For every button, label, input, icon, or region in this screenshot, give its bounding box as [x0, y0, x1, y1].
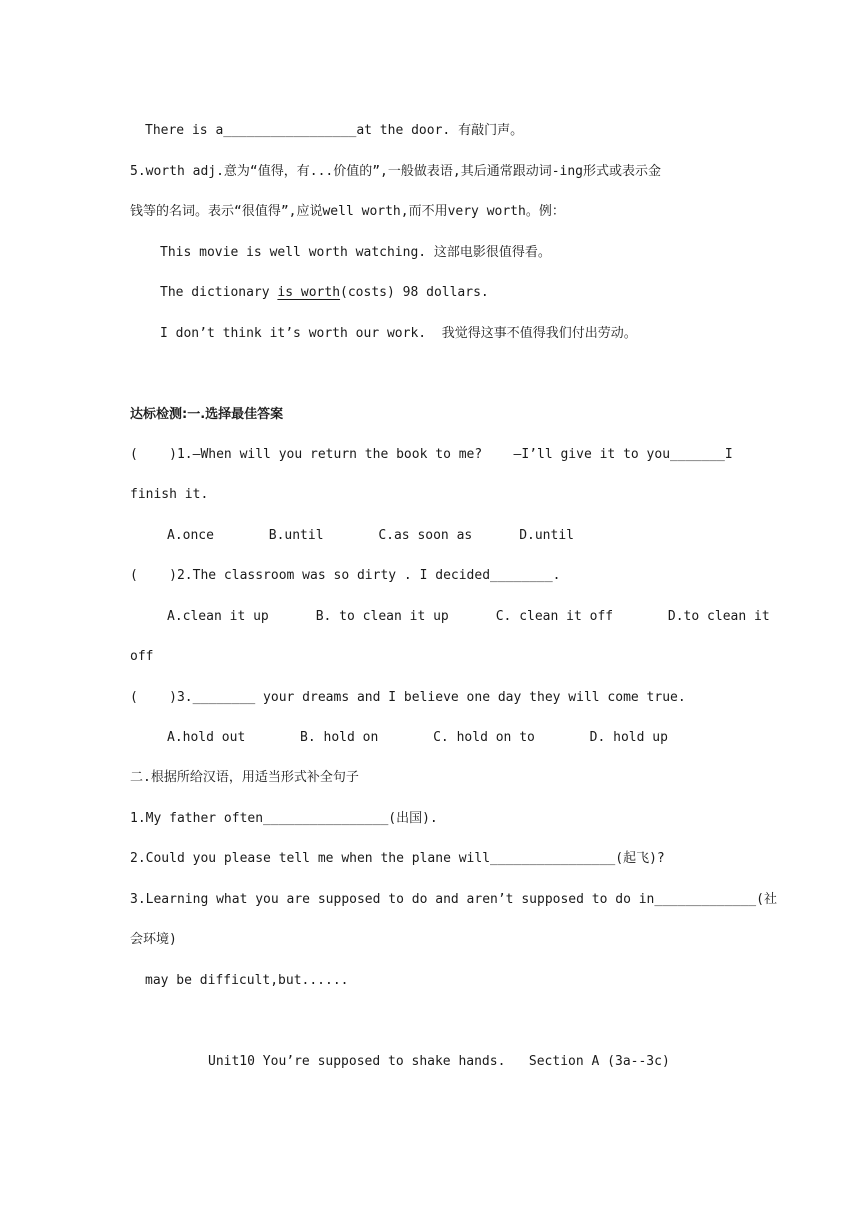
section-heading-test: 达标检测:一.选择最佳答案: [130, 407, 284, 422]
question-2: ( )2.The classroom was so dirty . I decided________.: [130, 568, 561, 583]
example-line-1: This movie is well worth watching. 这部电影很值得看。: [160, 245, 551, 260]
fill-sentence-1: 1.My father often________________(出国).: [130, 811, 438, 826]
fill-sentence-2: 2.Could you please tell me when the plane will________________(起飞)?: [130, 851, 665, 866]
question-3-options: A.hold out B. hold on C. hold on to D. hold up: [167, 730, 668, 745]
question-2-options: A.clean it up B. to clean it up C. clean it off D.to clean it: [167, 609, 770, 624]
text-line-2: 5.worth adj.意为“值得，有...价值的”,一般做表语,其后通常跟动词-ing形式或表示金: [130, 164, 662, 179]
fill-sentence-3: 3.Learning what you are supposed to do and aren’t supposed to do in_____________(社: [130, 892, 777, 907]
text-line-1: There is a_________________at the door. 有敲门声。: [145, 123, 524, 138]
text-line-3: 钱等的名词。表示“很值得”,应说well worth,而不用very worth。例：: [130, 204, 565, 219]
fill-sentence-3-end: may be difficult,but......: [145, 973, 349, 988]
question-2-options-cont: off: [130, 649, 154, 664]
underlined-phrase: is worth: [277, 285, 341, 300]
question-3: ( )3.________ your dreams and I believe one day they will come true.: [130, 690, 686, 705]
question-1-cont: finish it.: [130, 487, 209, 502]
example-line-3: I don’t think it’s worth our work. 我觉得这事不值得我们付出劳动。: [160, 326, 637, 341]
fill-sentence-3-cont: 会环境): [130, 932, 177, 947]
section-heading-fill: 二.根据所给汉语，用适当形式补全句子: [130, 770, 359, 785]
question-1: ( )1.—When will you return the book to me? —I’ll give it to you_______I: [130, 447, 733, 462]
example-line-2-part-c: (costs) 98 dollars.: [340, 285, 489, 300]
example-line-2-part-a: The dictionary: [160, 285, 278, 300]
question-1-options: A.once B.until C.as soon as D.until: [167, 528, 574, 543]
unit-title: Unit10 You’re supposed to shake hands. Section A (3a--3c): [208, 1054, 670, 1069]
example-line-2: [160, 284, 489, 302]
